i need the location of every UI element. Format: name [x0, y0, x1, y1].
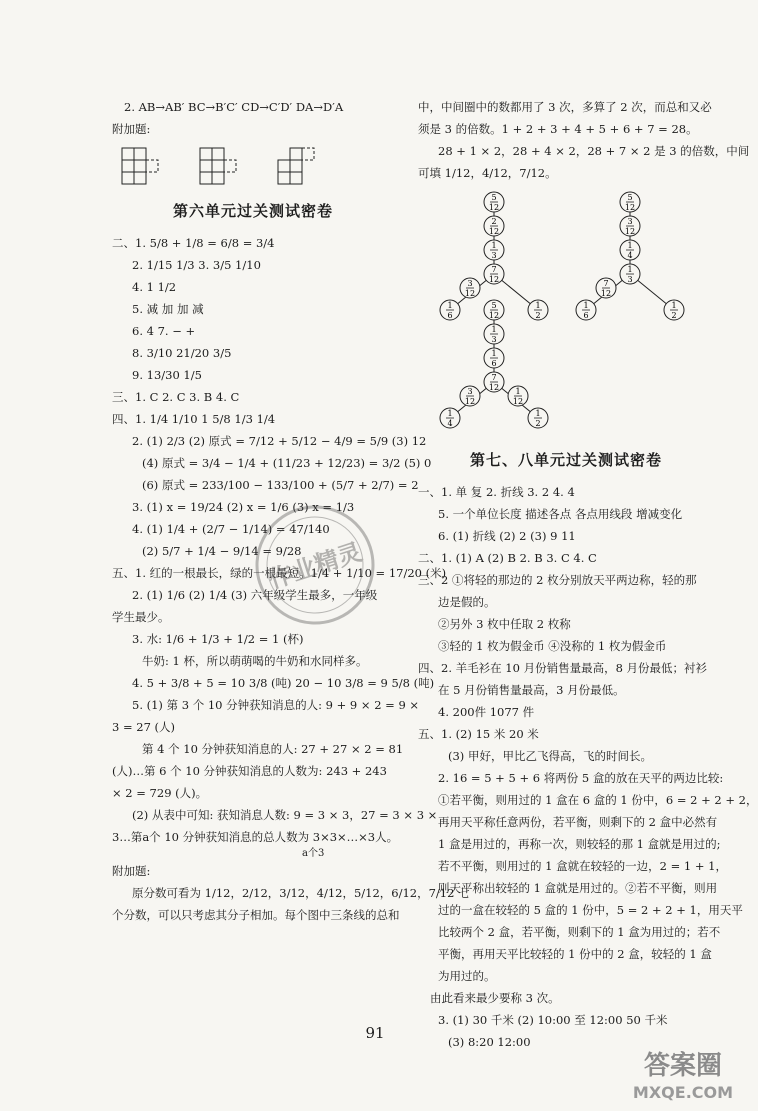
svg-text:1: 1 [627, 265, 633, 274]
svg-text:2: 2 [535, 419, 541, 428]
figure-3-circle [508, 386, 528, 406]
answer-line: 须是 3 的倍数。1 + 2 + 3 + 4 + 5 + 6 + 7 = 28。 [418, 122, 698, 136]
answer-line: 第 4 个 10 分钟获知消息的人: 27 + 27 × 2 = 81 [142, 742, 404, 756]
grid-figure-1 [120, 146, 162, 186]
figure-3-circle [528, 408, 548, 428]
svg-text:2: 2 [671, 311, 677, 320]
svg-text:3: 3 [627, 275, 633, 284]
answer-line: 牛奶: 1 杯，所以萌萌喝的牛奶和水同样多。 [142, 654, 368, 668]
answer-line: 在 5 月份销售量最高，3 月份最低。 [438, 683, 625, 697]
answer-line: 5. 一个单位长度 描述各点 各点用线段 增减变化 [438, 507, 683, 521]
answer-line: 4. 5 + 3/8 + 5 = 10 3/8 (吨) 20 − 10 3/8 = 9 5/8 (吨) [132, 676, 435, 690]
answer-line: 2. 1/15 1/3 3. 3/5 1/10 [132, 258, 261, 272]
figure-3-circle [484, 372, 504, 392]
svg-text:6: 6 [583, 311, 589, 320]
answer-line: (3) 甲好，甲比乙飞得高，飞的时间长。 [448, 749, 652, 763]
svg-text:3: 3 [467, 387, 473, 396]
answer-line: 2. (1) 2/3 (2) 原式 = 7/12 + 5/12 − 4/9 = 5/9 (3) 12 [132, 434, 427, 448]
svg-text:1: 1 [515, 387, 521, 396]
figure-3-circle [460, 386, 480, 406]
figure-3-circle [484, 348, 504, 368]
figure-3-circle [484, 324, 504, 344]
figure-3-circle [484, 300, 504, 320]
figure-1-circle [528, 300, 548, 320]
right-column [418, 96, 758, 1053]
svg-text:6: 6 [447, 311, 453, 320]
figure-1-circle [484, 216, 504, 236]
answer-line: 一、1. 单 复 2. 折线 3. 2 4. 4 [418, 485, 575, 499]
figure-3-circle [440, 408, 460, 428]
svg-text:1: 1 [491, 241, 497, 250]
svg-text:1: 1 [491, 349, 497, 358]
answer-line: 五、1. (2) 15 米 20 米 [418, 727, 539, 741]
answer-line: 4. 200件 1077 件 [438, 705, 535, 719]
answer-line: 五、1. 红的一根最长，绿的一根最短。1/4 + 1/10 = 17/20 (米) [112, 566, 447, 580]
answer-line: × 2 = 729 (人)。 [112, 786, 208, 800]
answer-line: 边是假的。 [438, 595, 496, 609]
svg-text:2: 2 [535, 311, 541, 320]
svg-text:7: 7 [603, 279, 609, 288]
answer-line: 可填 1/12，4/12，7/12。 [418, 166, 557, 180]
answer-line: (2) 5/7 + 1/4 − 9/14 = 9/28 [142, 544, 302, 558]
answer-line: 4. (1) 1/4 + (2/7 − 1/14) = 47/140 [132, 522, 330, 536]
bonus-grid-figures [120, 146, 394, 188]
svg-text:3: 3 [627, 217, 633, 226]
answer-line: (3) 8:20 12:00 [448, 1035, 531, 1049]
section-title-unit6: 第六单元过关测试密卷 [172, 202, 333, 220]
answer-line: 中，中间圈中的数都用了 3 次，多算了 2 次，而总和又必 [418, 100, 712, 114]
figure-2-circle [620, 240, 640, 260]
figure-1-circle [484, 264, 504, 284]
svg-text:5: 5 [491, 193, 497, 202]
svg-text:3: 3 [467, 279, 473, 288]
svg-text:12: 12 [624, 227, 636, 236]
svg-text:5: 5 [491, 301, 497, 310]
figure-2-circle [620, 264, 640, 284]
answer-line: 过的一盒在较轻的 5 盒的 1 份中，5 = 2 + 2 + 1，用天平 [438, 903, 743, 917]
answer-line: 6. 4 7. − + [132, 324, 196, 338]
answer-line: (2) 从表中可知: 获知消息人数: 9 = 3 × 3，27 = 3 × 3 × [132, 808, 438, 822]
answer-line: 2. (1) 1/6 (2) 1/4 (3) 六年级学生最多，一年级 [132, 588, 378, 602]
answer-line: 3. (1) x = 19/24 (2) x = 1/6 (3) x = 1/3 [132, 500, 355, 514]
watermark-text-2: MXQE.COM [632, 1083, 734, 1102]
page-number: 91 [365, 1024, 385, 1042]
svg-text:3: 3 [491, 335, 497, 344]
answer-line: 附加题: [112, 864, 151, 878]
answer-line: (人)…第 6 个 10 分钟获知消息的人数为: 243 + 243 [112, 764, 387, 778]
answer-line: 为用过的。 [438, 969, 496, 983]
answer-line: 由此看来最少要称 3 次。 [430, 991, 560, 1005]
figure-1-circle [460, 278, 480, 298]
answer-line: 28 + 1 × 2，28 + 4 × 2，28 + 7 × 2 是 3 的倍数，中间 [438, 144, 750, 158]
fraction-circle-figures [418, 188, 714, 428]
svg-text:3: 3 [491, 251, 497, 260]
svg-text:12: 12 [488, 311, 500, 320]
answer-line: 附加题: [112, 122, 151, 136]
answer-line: 9. 13/30 1/5 [132, 368, 202, 382]
figure-2-circle [620, 192, 640, 212]
figure-1-circle [484, 240, 504, 260]
section-title-unit7-8: 第七、八单元过关测试密卷 [469, 451, 662, 469]
svg-text:12: 12 [464, 289, 476, 298]
answer-line: 2. 16 = 5 + 5 + 6 将两份 5 盒的放在天平的两边比较: [438, 771, 724, 785]
svg-text:12: 12 [488, 227, 500, 236]
answer-line: 三、2 ①将轻的那边的 2 枚分别放天平两边称，轻的那 [418, 573, 697, 587]
figure-1-circle [440, 300, 460, 320]
answer-line: (6) 原式 = 233/100 − 133/100 + (5/7 + 2/7) = 2 [142, 478, 419, 492]
watermark-logo [618, 1042, 748, 1106]
figure-2-circle [664, 300, 684, 320]
answer-line: 四、2. 羊毛衫在 10 月份销售量最高，8 月份最低；衬衫 [418, 661, 708, 675]
figure-1-circle [484, 192, 504, 212]
svg-text:7: 7 [491, 265, 497, 274]
svg-text:1: 1 [627, 241, 633, 250]
answer-line: 4. 1 1/2 [132, 280, 177, 294]
svg-text:1: 1 [671, 301, 677, 310]
figure-2-circle [596, 278, 616, 298]
answer-line: 个分数，可以只考虑其分子相加。每个图中三条线的总和 [112, 908, 400, 922]
svg-text:12: 12 [624, 203, 636, 212]
svg-text:1: 1 [491, 325, 497, 334]
svg-text:1: 1 [447, 301, 453, 310]
svg-text:1: 1 [535, 409, 541, 418]
answer-line: 3. (1) 30 千米 (2) 10:00 至 12:00 50 千米 [438, 1013, 668, 1027]
figure-2-circle [620, 216, 640, 236]
svg-text:1: 1 [583, 301, 589, 310]
answer-line: 6. (1) 折线 (2) 2 (3) 9 11 [438, 529, 576, 543]
answer-line: 二、1. 5/8 + 1/8 = 6/8 = 3/4 [112, 236, 275, 250]
answer-line: 1 盒是用过的，再称一次，则较轻的那 1 盒就是用过的; [438, 837, 721, 851]
svg-text:1: 1 [535, 301, 541, 310]
answer-line: 三、1. C 2. C 3. B 4. C [112, 390, 240, 404]
answer-line: 比较两个 2 盒，若平衡，则剩下的 1 盒为用过的；若不 [438, 925, 721, 939]
svg-text:2: 2 [491, 217, 497, 226]
answer-line: 学生最少。 [112, 610, 170, 624]
svg-text:12: 12 [488, 383, 500, 392]
answer-line: 原分数可看为 1/12，2/12，3/12，4/12，5/12，6/12，7/12 七 [132, 886, 470, 900]
answer-line: 2. AB→AB′ BC→B′C′ CD→C′D′ DA→D′A [124, 100, 344, 114]
answer-line: ①若平衡，则用过的 1 盒在 6 盒的 1 份中，6 = 2 + 2 + 2， [438, 793, 758, 807]
answer-line: 5. 减 加 加 减 [132, 302, 204, 316]
svg-text:6: 6 [491, 359, 497, 368]
answer-line: 则天平称出较轻的 1 盒就是用过的。②若不平衡，则用 [438, 881, 718, 895]
answer-line: 3…第a个 10 分钟获知消息的总人数为 3×3×…×3人。 [112, 830, 399, 844]
svg-text:4: 4 [447, 419, 453, 428]
answer-line: 8. 3/10 21/20 3/5 [132, 346, 232, 360]
answer-line: 四、1. 1/4 1/10 1 5/8 1/3 1/4 [112, 412, 276, 426]
svg-text:12: 12 [488, 203, 500, 212]
svg-text:5: 5 [627, 193, 633, 202]
answer-line: a个3 [302, 848, 325, 859]
answer-line: (4) 原式 = 3/4 − 1/4 + (11/23 + 12/23) = 3/2 (5) 0 [142, 456, 432, 470]
answer-line: 平衡，再用天平比较轻的 1 份中的 2 盒，较轻的 1 盒 [438, 947, 712, 961]
svg-text:4: 4 [627, 251, 633, 260]
grid-figure-2 [198, 146, 240, 186]
stamp-text: 作业精灵 [265, 537, 366, 595]
answer-line: ③轻的 1 枚为假金币 ④没称的 1 枚为假金币 [438, 639, 667, 653]
grid-figure-3 [276, 146, 318, 186]
answer-line: 3. 水: 1/6 + 1/3 + 1/2 = 1 (杯) [132, 632, 304, 646]
answer-line: 二、1. (1) A (2) B 2. B 3. C 4. C [418, 551, 597, 565]
svg-text:1: 1 [447, 409, 453, 418]
svg-text:7: 7 [491, 373, 497, 382]
svg-text:12: 12 [488, 275, 500, 284]
answer-line: ②另外 3 枚中任取 2 枚称 [438, 617, 571, 631]
svg-text:12: 12 [464, 397, 476, 406]
answer-line: 再用天平称任意两份，若平衡，则剩下的 2 盒中必然有 [438, 815, 718, 829]
answer-line: 5. (1) 第 3 个 10 分钟获知消息的人: 9 + 9 × 2 = 9 × [132, 698, 420, 712]
answer-line: 3 = 27 (人) [112, 720, 176, 734]
figure-2-circle [576, 300, 596, 320]
svg-text:12: 12 [600, 289, 612, 298]
answer-line: 若不平衡，则用过的 1 盒就在较轻的一边，2 = 1 + 1， [438, 859, 727, 873]
watermark-text-1: 答案圈 [643, 1051, 723, 1081]
svg-text:12: 12 [512, 397, 524, 406]
